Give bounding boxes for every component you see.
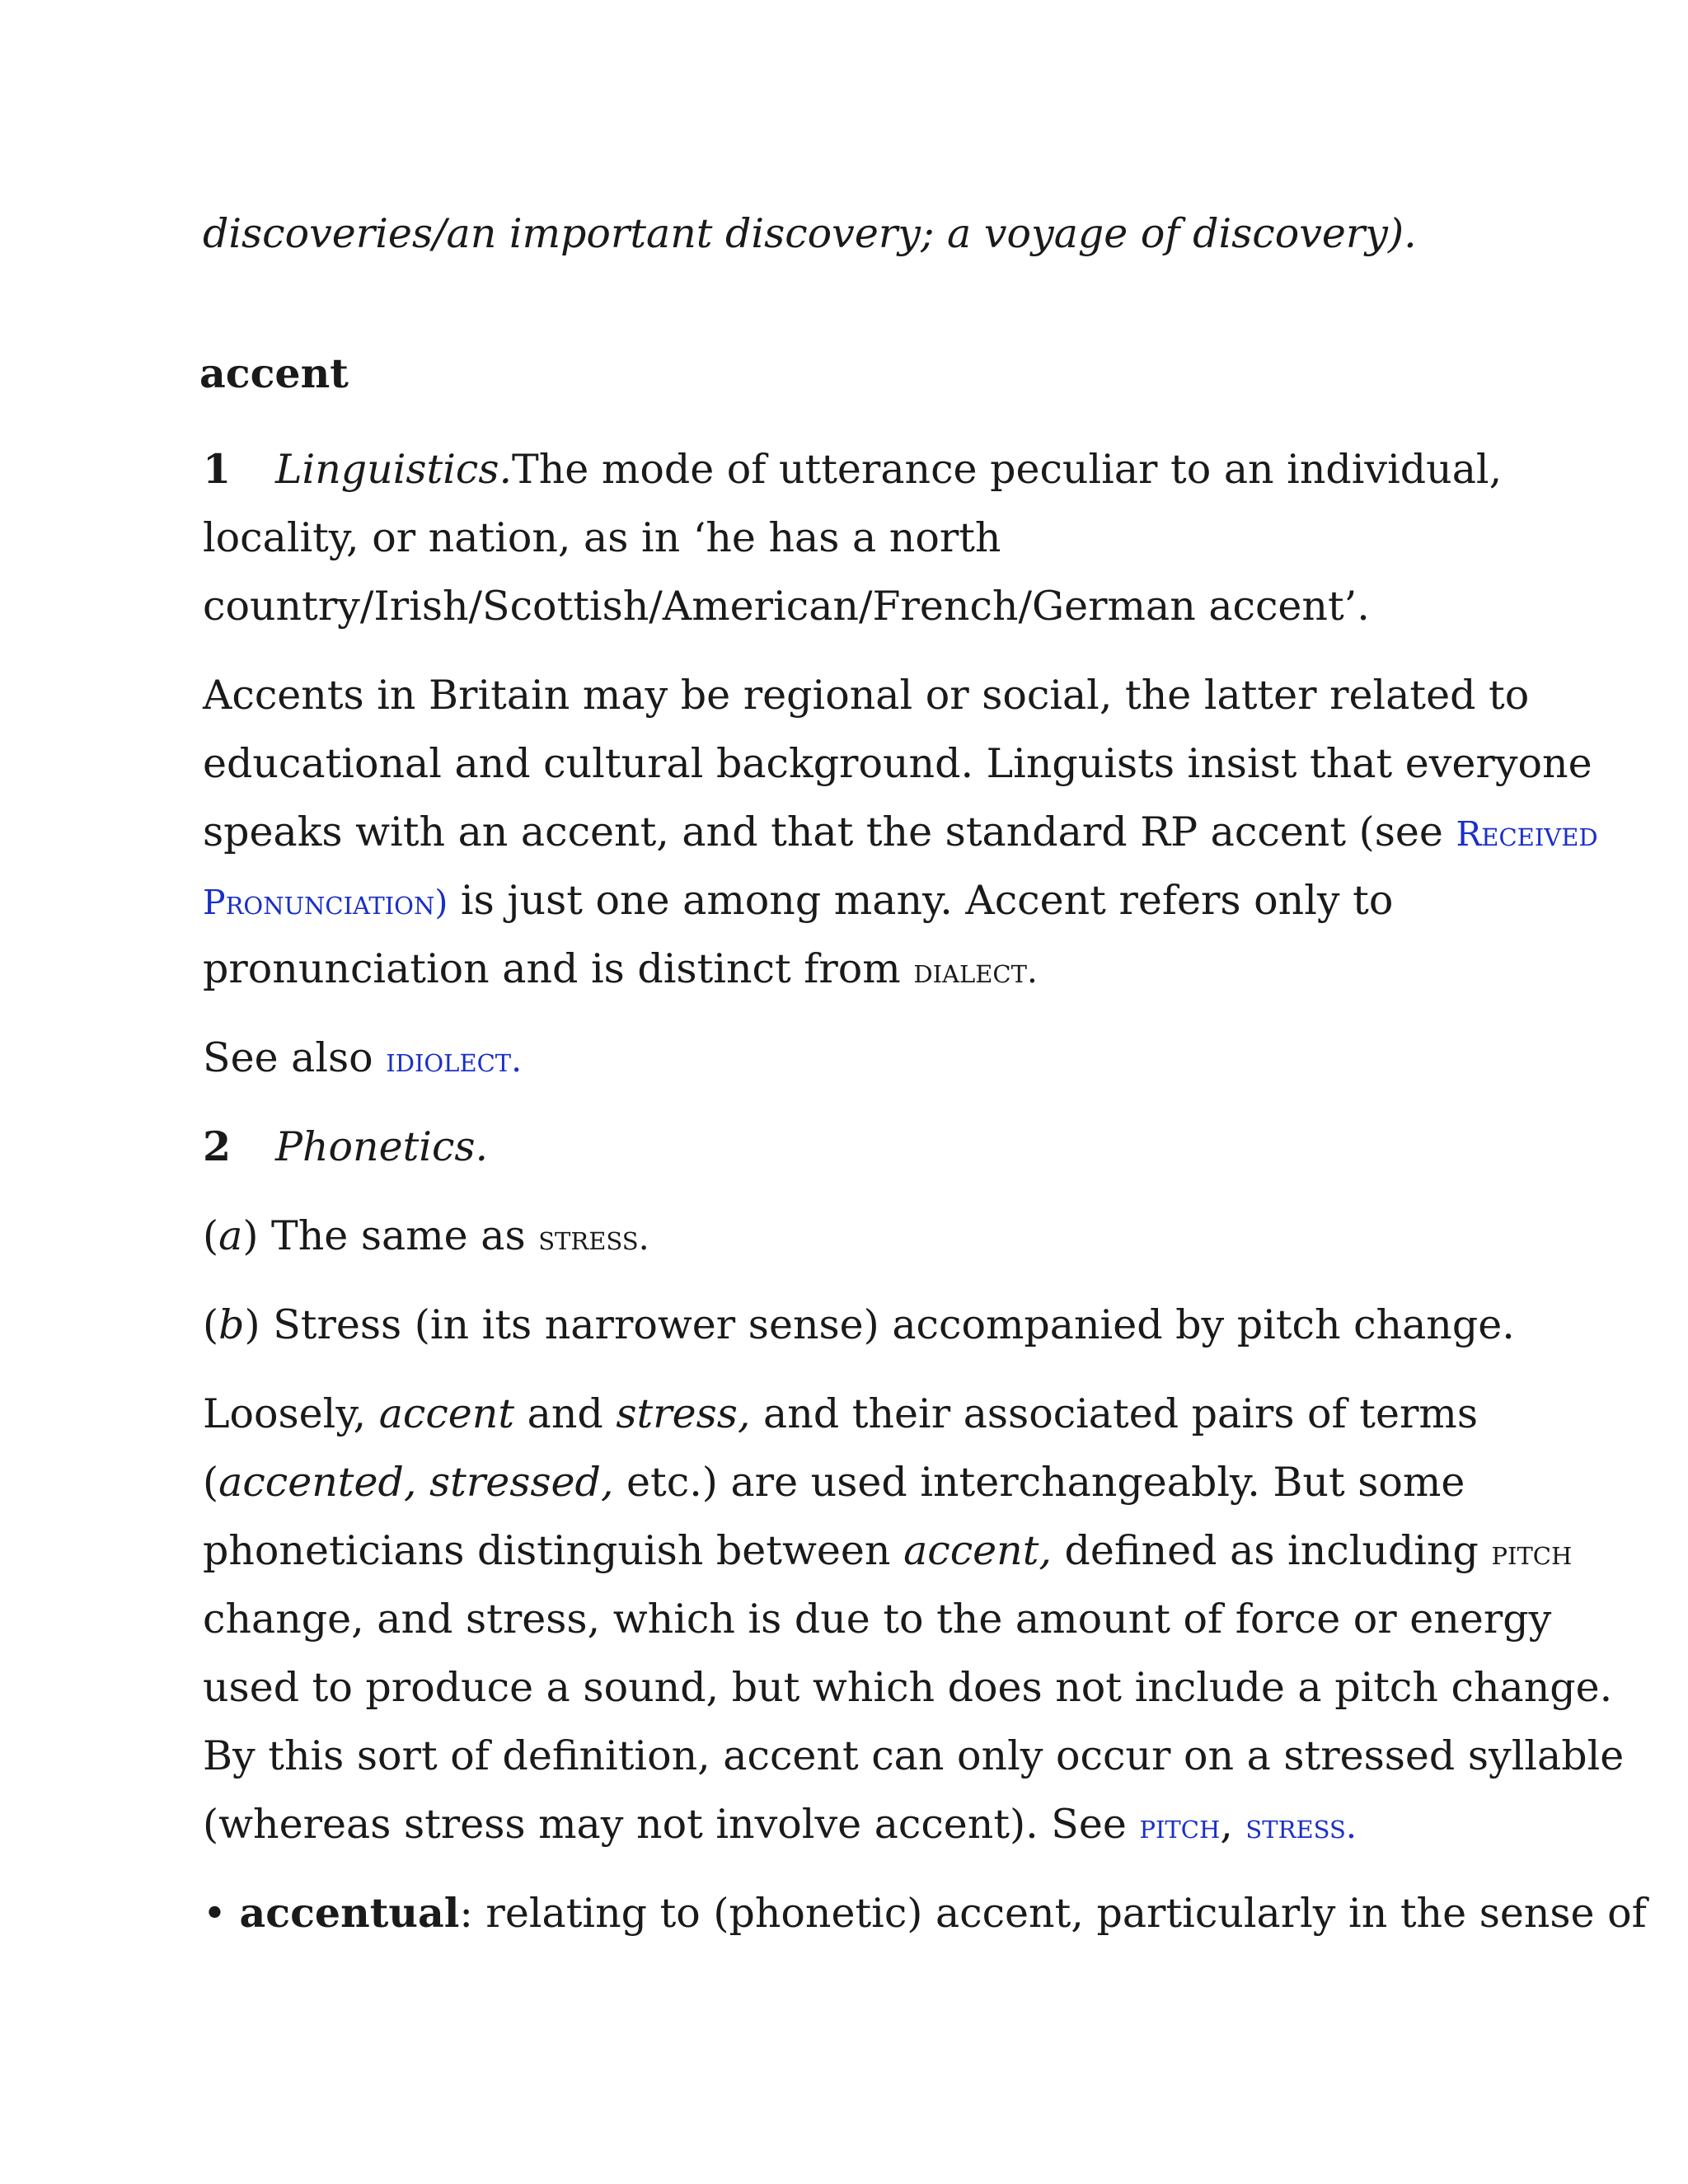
sense-1-line-1: [203, 435, 1502, 504]
field-label: Phonetics.: [275, 1123, 489, 1170]
see-also-line: [203, 1024, 522, 1094]
idiolect-link[interactable]: idiolect.: [386, 1040, 523, 1080]
loosely-para-line-4: change, and stress, which is due to the amount of force or energy: [203, 1596, 1552, 1643]
derivative-definition: : relating to (phonetic) accent, particularly in the sense of: [459, 1890, 1647, 1937]
text-span: ) The same as: [242, 1212, 539, 1259]
text-span: pronunciation and is distinct from: [203, 945, 914, 992]
subsense-a: [203, 1202, 649, 1272]
italic-term: stress,: [616, 1390, 751, 1437]
derivative-term: accentual: [239, 1889, 460, 1937]
loosely-para-line-1: [203, 1380, 1478, 1448]
loosely-para-line-6: By this sort of definition, accent can only occur on a stressed syllable: [203, 1732, 1625, 1779]
text-span: phoneticians distinguish between: [203, 1527, 904, 1574]
received-pronunciation-link[interactable]: Received: [1456, 814, 1598, 854]
field-label: Linguistics.: [275, 446, 513, 493]
text-span: Loosely,: [203, 1390, 379, 1437]
loosely-para-line-7: [203, 1790, 1357, 1861]
text-span: (whereas stress may not involve accent). See: [203, 1801, 1140, 1848]
stress-link[interactable]: stress.: [1245, 1807, 1357, 1846]
text-span: speaks with an accent, and that the standard RP accent (see: [203, 808, 1456, 855]
text-span: and their associated pairs of terms: [750, 1390, 1478, 1437]
subsense-letter: a: [218, 1212, 243, 1259]
accents-para-line-3: [203, 798, 1598, 869]
text-span: etc.) are used interchangeably. But some: [613, 1459, 1465, 1506]
text-span: (: [203, 1459, 219, 1506]
text-span: and: [514, 1390, 617, 1437]
continued-example-line: discoveries/an important discovery; a voyage of discovery).: [203, 210, 1417, 257]
sense-1-line-2: locality, or nation, as in ‘he has a north: [203, 514, 1001, 561]
sense-1-line-3: country/Irish/Scottish/American/French/German accent’.: [203, 583, 1370, 630]
accents-para-line-4: [203, 866, 1393, 937]
paren-open: (: [203, 1301, 219, 1348]
italic-term: accented, stressed,: [218, 1459, 614, 1506]
sense-2-line: [203, 1113, 488, 1181]
accents-para-line-1: Accents in Britain may be regional or social, the latter related to: [203, 672, 1530, 719]
loosely-para-line-2: [203, 1448, 1465, 1516]
see-also-prefix: See also: [203, 1034, 387, 1081]
italic-term: accent,: [903, 1527, 1052, 1574]
dialect-cross-reference: dialect.: [913, 951, 1038, 991]
text-span: is just one among many. Accent refers only to: [448, 877, 1394, 924]
bullet-icon: •: [203, 1890, 240, 1937]
paren-open: (: [203, 1212, 219, 1259]
loosely-para-line-3: [203, 1516, 1572, 1587]
accents-para-line-2: educational and cultural background. Linguists insist that everyone: [203, 740, 1592, 787]
definition-text: The mode of utterance peculiar to an individual,: [512, 446, 1503, 493]
italic-term: accent: [378, 1390, 515, 1437]
pitch-cross-reference: pitch: [1491, 1533, 1573, 1572]
text-span: ,: [1220, 1801, 1246, 1848]
sense-number: 1: [203, 445, 232, 493]
subsense-b: [203, 1291, 1515, 1359]
stress-cross-reference: stress.: [538, 1218, 649, 1258]
pitch-link[interactable]: pitch: [1139, 1807, 1221, 1846]
text-span: ) Stress (in its narrower sense) accompanied by pitch change.: [244, 1301, 1515, 1348]
sense-number: 2: [203, 1122, 232, 1170]
headword: accent: [199, 349, 349, 397]
received-pronunciation-link-continued[interactable]: Pronunciation): [203, 883, 448, 922]
text-span: defined as including: [1051, 1527, 1492, 1574]
subsense-letter: b: [218, 1301, 245, 1348]
loosely-para-line-5: used to produce a sound, but which does not include a pitch change.: [203, 1664, 1613, 1711]
accents-para-line-5: [203, 935, 1038, 1005]
derivative-bullet-line: [203, 1879, 1647, 1947]
